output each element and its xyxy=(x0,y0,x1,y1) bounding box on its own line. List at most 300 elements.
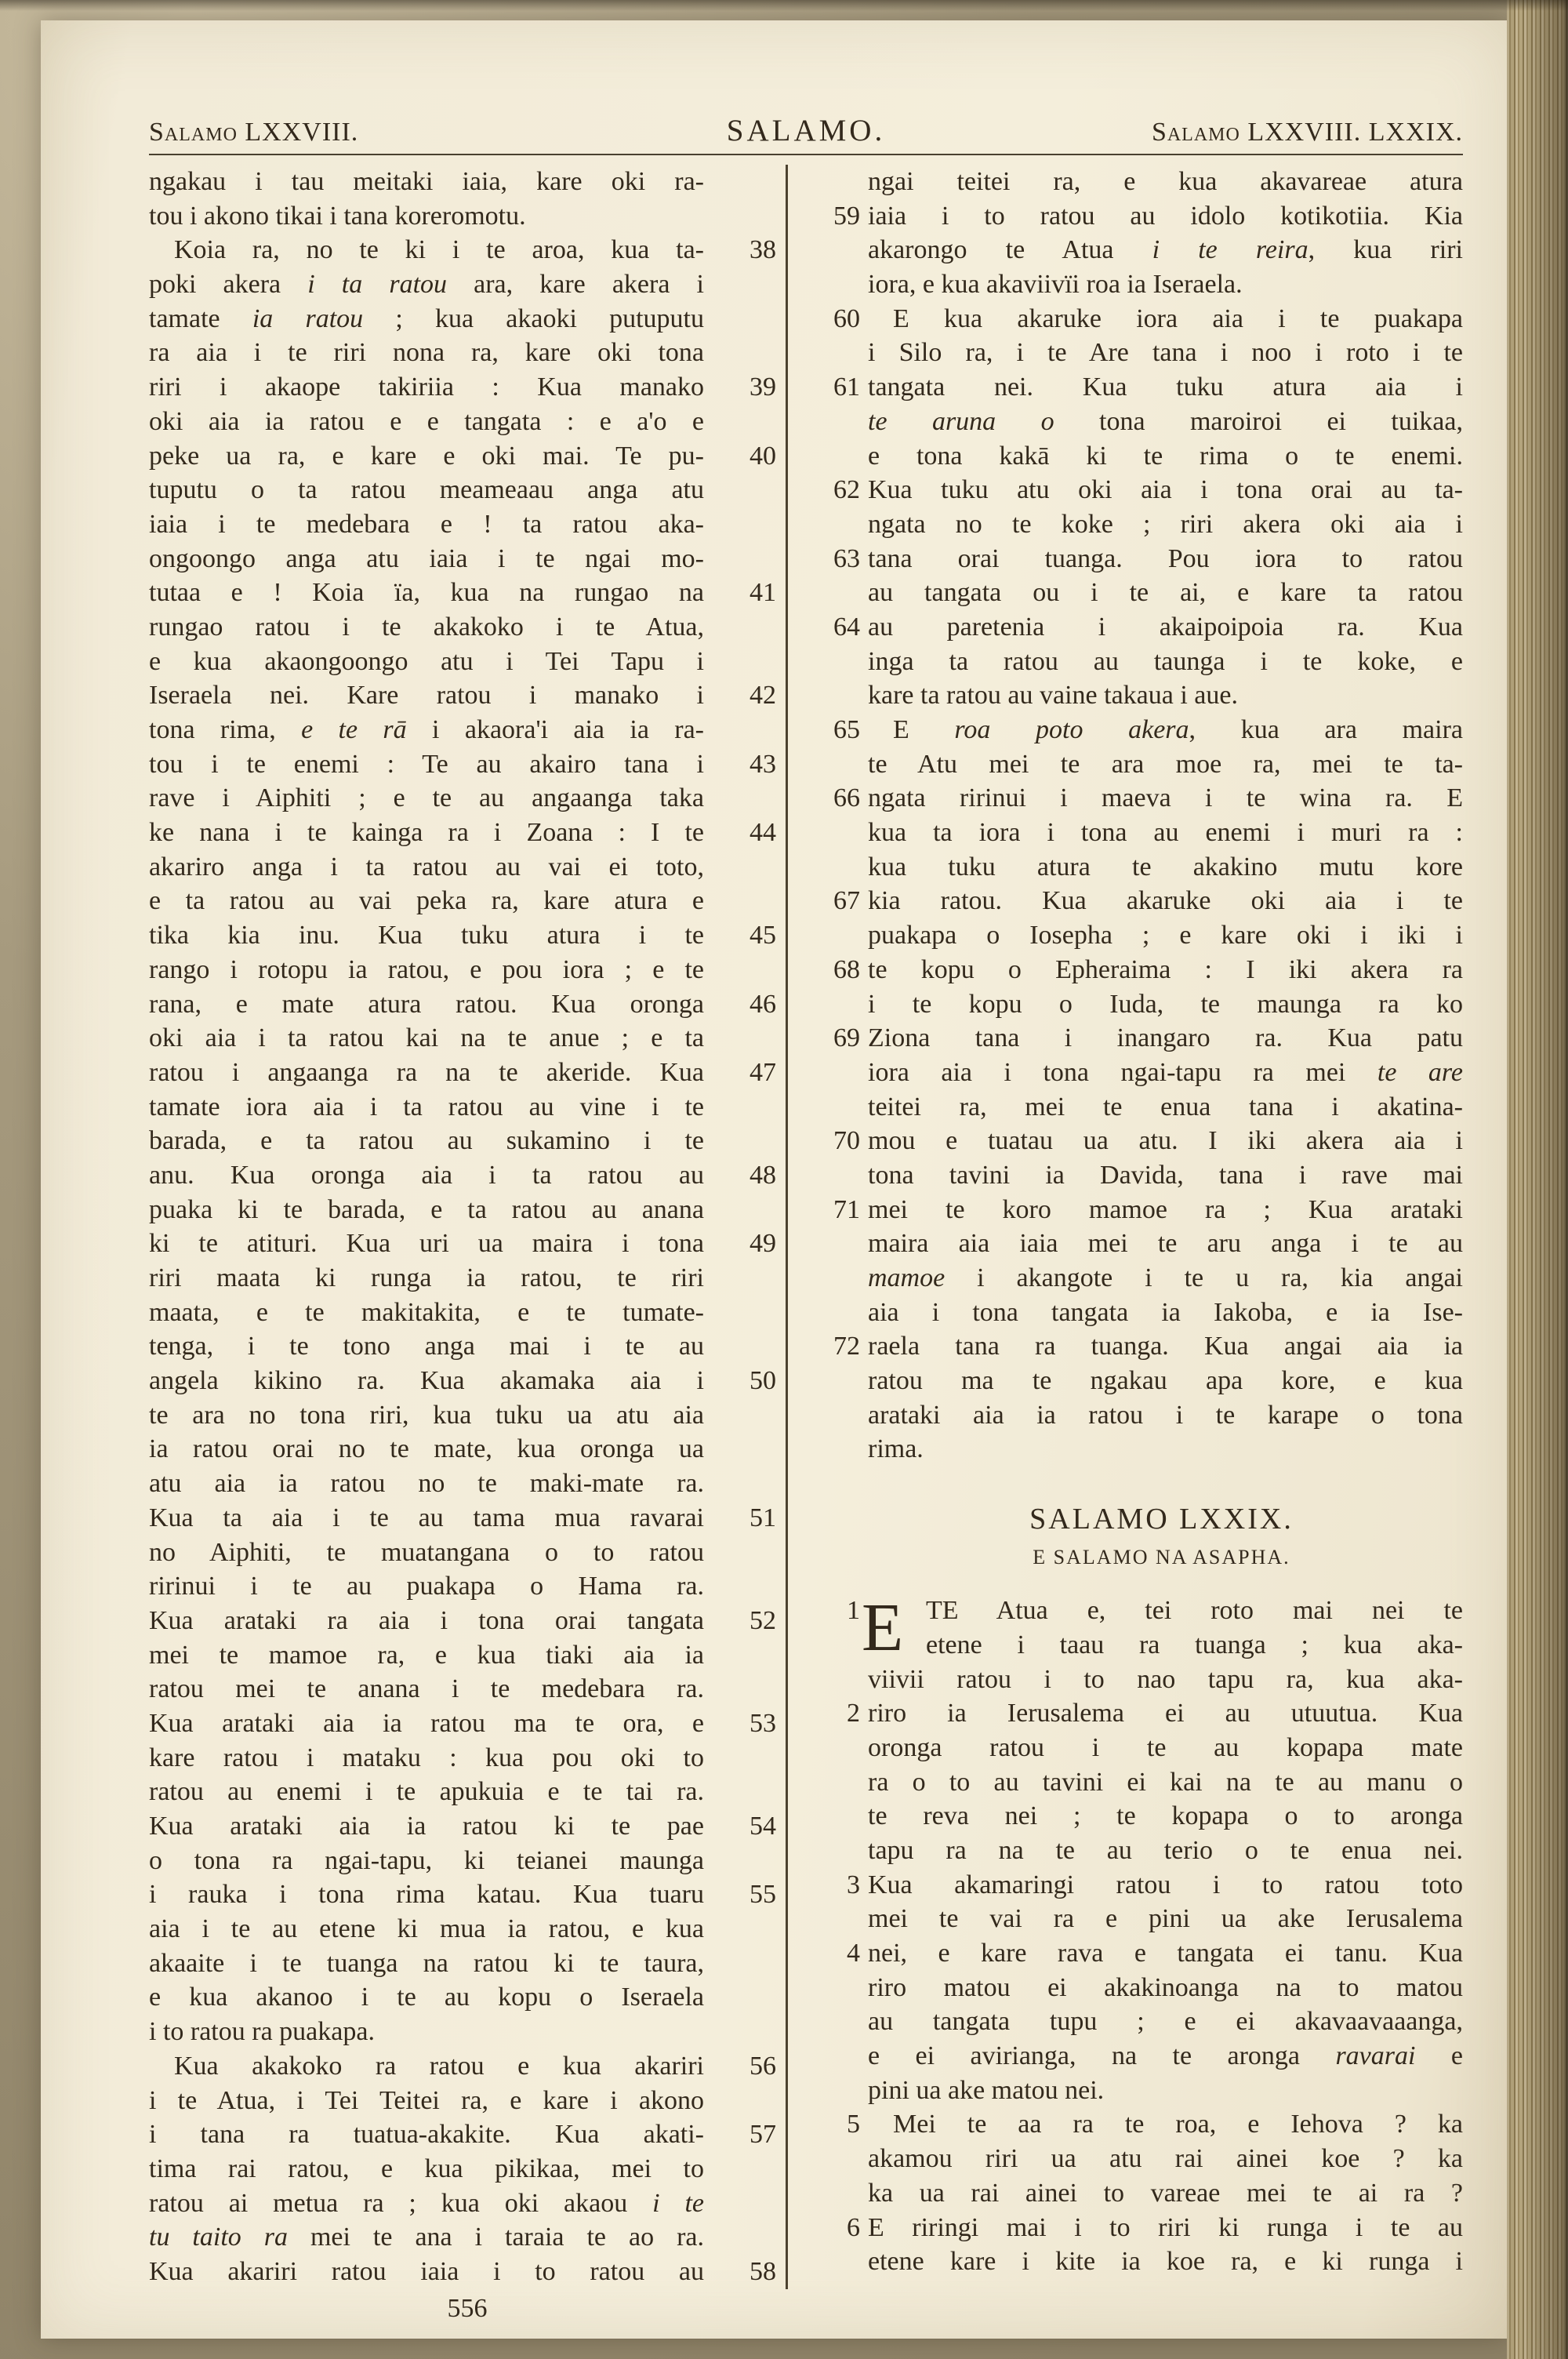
verse-number xyxy=(788,1227,868,1261)
text-line xyxy=(788,1021,1463,1056)
verse-text: Kua tuku atu oki aia i tona orai au ta- xyxy=(868,475,1463,505)
verse-text: puaka ki te barada, e ta ratou au anana xyxy=(149,1194,704,1224)
verse-text: i to ratou ra puakapa. xyxy=(149,2017,375,2047)
verse-text: ka ua rai ainei to vareae mei te ai ra ? xyxy=(868,2178,1463,2208)
text-line xyxy=(149,405,786,439)
text-line xyxy=(788,1296,1463,1330)
verse-text: tona tavini ia Davida, tana i rave mai xyxy=(868,1160,1463,1190)
verse-text: te reva nei ; te kopapa o to aronga xyxy=(868,1801,1463,1831)
text-line xyxy=(149,1193,786,1227)
text-line xyxy=(149,2186,786,2221)
text-line xyxy=(149,918,786,953)
verse-number xyxy=(788,678,868,713)
text-line xyxy=(149,1398,786,1433)
verse-number xyxy=(788,165,868,199)
verse-text: Kua ta aia i te au tama mua ravarai xyxy=(149,1503,704,1532)
verse-number xyxy=(788,987,868,1022)
text-line xyxy=(149,2049,786,2084)
text-line xyxy=(149,610,786,645)
verse-number: 2 xyxy=(847,1699,860,1728)
verse-number: 5 xyxy=(847,2110,860,2139)
verse-text: i te kopu o Iuda, te maunga ra ko xyxy=(868,989,1463,1019)
verse-number xyxy=(788,336,868,370)
verse-number xyxy=(704,1021,786,1056)
verse-text: teitei ra, mei te enua tana i akatina- xyxy=(868,1092,1463,1121)
book-fore-edge xyxy=(1507,0,1568,2359)
text-line xyxy=(788,1056,1463,1090)
verse-text: ngakau i tau meitaki iaia, kare oki ra- xyxy=(149,167,704,196)
text-line xyxy=(149,1638,786,1673)
verse-number: 61 xyxy=(833,373,860,402)
verse-number xyxy=(704,1980,786,2015)
verse-number xyxy=(788,918,868,953)
verse-text: inga ta ratou au taunga i te koke, e xyxy=(868,646,1463,676)
verse-text: ia ratou orai no te mate, kua oronga ua xyxy=(149,1434,704,1464)
verse-number xyxy=(788,1158,868,1193)
verse-number xyxy=(704,781,786,816)
verse-number xyxy=(704,405,786,439)
text-line xyxy=(149,1021,786,1056)
verse-text: barada, e ta ratou au sukamino i te xyxy=(149,1126,704,1156)
verse-number: 54 xyxy=(750,1812,776,1841)
text-line xyxy=(788,507,1463,542)
text-line xyxy=(788,233,1463,267)
verse-number xyxy=(788,576,868,610)
verse-number xyxy=(788,2142,868,2176)
verse-text: ngata ririnui i maeva i te wina ra. E xyxy=(868,783,1463,813)
text-line xyxy=(149,747,786,782)
verse-number xyxy=(704,1946,786,1981)
verse-number: 60 xyxy=(833,304,860,333)
running-head-left: Salamo LXXVIII. xyxy=(149,118,359,147)
text-line xyxy=(788,1432,1463,1467)
text-line xyxy=(788,850,1463,885)
text-line xyxy=(149,1227,786,1261)
italic-text: i ta ratou xyxy=(307,270,448,300)
text-line xyxy=(149,370,786,405)
text-line xyxy=(149,576,786,610)
verse-number: 59 xyxy=(833,201,860,231)
verse-number xyxy=(788,816,868,850)
verse-number xyxy=(788,1056,868,1090)
verse-number xyxy=(788,439,868,474)
verse-text: Kua akakoko ra ratou e kua akariri xyxy=(174,2051,704,2081)
verse-number xyxy=(704,1467,786,1501)
verse-number xyxy=(704,199,786,234)
verse-number xyxy=(704,336,786,370)
text-line xyxy=(788,405,1463,439)
verse-text: mou e tuatau ua atu. I iki akera aia i xyxy=(868,1126,1463,1156)
verse-number xyxy=(704,610,786,645)
psalm-heading: SALAMO LXXIX. xyxy=(1029,1503,1294,1536)
text-line xyxy=(788,336,1463,370)
verse-text: i Silo ra, i te Are tana i noo i roto i te xyxy=(868,338,1463,368)
verse-number: 57 xyxy=(750,2120,776,2150)
text-line xyxy=(149,439,786,474)
verse-number xyxy=(788,2074,868,2108)
verse-number: 63 xyxy=(833,543,860,573)
verse-text: pini ua ake matou nei. xyxy=(868,2075,1105,2105)
text-line xyxy=(149,816,786,850)
verse-text: no Aiphiti, te muatangana o to ratou xyxy=(149,1537,704,1567)
verse-number: 72 xyxy=(833,1332,860,1361)
left-column xyxy=(149,165,786,2289)
text-line xyxy=(788,1124,1463,1158)
verse-number xyxy=(704,507,786,542)
text-line xyxy=(149,1296,786,1330)
text-line xyxy=(149,1329,786,1364)
verse-text: riri i akaope takiriia : Kua manako xyxy=(149,373,704,402)
verse-number: 44 xyxy=(750,818,776,848)
verse-number: 49 xyxy=(750,1229,776,1259)
verse-text: tana orai tuanga. Pou iora to ratou xyxy=(868,543,1463,573)
verse-number xyxy=(704,1124,786,1158)
text-line xyxy=(788,2074,1463,2108)
text-line xyxy=(788,747,1463,782)
italic-text: i te reira xyxy=(1152,235,1308,265)
verse-text: maata, e te makitakita, e te tumate- xyxy=(149,1297,704,1327)
verse-text: te kopu o Epheraima : I iki akera ra xyxy=(868,954,1463,984)
verse-text: Kua akamaringi ratou i to ratou toto xyxy=(868,1870,1463,1899)
photo-edge-shadow xyxy=(0,0,1568,11)
verse-text: tenga, i te tono anga mai i te au xyxy=(149,1332,704,1361)
text-line xyxy=(149,1569,786,1604)
verse-number xyxy=(704,2220,786,2255)
text-line xyxy=(149,1809,786,1844)
text-line xyxy=(149,1912,786,1946)
text-line xyxy=(149,1536,786,1570)
text-line xyxy=(788,1663,1463,1697)
verse-number: 6 xyxy=(847,2212,860,2242)
verse-number: 64 xyxy=(833,612,860,642)
verse-text: te Atu mei te ara moe ra, mei te ta- xyxy=(868,749,1463,779)
verse-number xyxy=(704,2152,786,2186)
verse-text: Iseraela nei. Kare ratou i manako i xyxy=(149,681,704,711)
verse-text: viivii ratou i to nao tapu ra, kua aka- xyxy=(868,1664,1463,1694)
verse-text: etene kare i kite ia koe ra, e ki runga i xyxy=(868,2247,1463,2277)
verse-number xyxy=(788,405,868,439)
text-line xyxy=(788,1158,1463,1193)
text-line xyxy=(149,1261,786,1296)
verse-text: kua tuku atura te akakino mutu kore xyxy=(868,852,1463,881)
verse-text: atu aia ia ratou no te maki-mate ra. xyxy=(149,1469,704,1499)
verse-text: oronga ratou i te au kopapa mate xyxy=(868,1732,1463,1762)
verse-text: mei te mamoe ra, e kua tiaki aia ia xyxy=(149,1640,704,1670)
text-line xyxy=(788,1364,1463,1398)
verse-number: 53 xyxy=(750,1708,776,1738)
verse-text: au paretenia i akaipoipoia ra. Kua xyxy=(868,612,1463,642)
verse-number: 66 xyxy=(833,783,860,813)
text-line xyxy=(788,542,1463,576)
verse-text: riro ia Ierusalema ei au utuutua. Kua xyxy=(868,1699,1463,1728)
verse-number: 58 xyxy=(750,2256,776,2286)
verse-number xyxy=(788,2039,868,2074)
text-line xyxy=(788,610,1463,645)
page-number: 556 xyxy=(447,2293,488,2323)
verse-number: 47 xyxy=(750,1057,776,1087)
verse-text: Ziona tana i inangaro ra. Kua patu xyxy=(868,1023,1463,1053)
verse-text: e ta ratou au vai peka ra, kare atura e xyxy=(149,886,704,916)
text-line xyxy=(149,336,786,370)
verse-number xyxy=(704,302,786,336)
text-line xyxy=(149,2084,786,2118)
text-line xyxy=(788,2107,1463,2142)
verse-number: 1 xyxy=(847,1596,860,1626)
text-line xyxy=(788,1227,1463,1261)
verse-number: 38 xyxy=(750,235,776,265)
verse-number xyxy=(788,1731,868,1765)
text-line xyxy=(788,1398,1463,1433)
verse-text: ratou au enemi i te apukuia e te tai ra. xyxy=(149,1777,704,1807)
text-line xyxy=(149,1090,786,1125)
text-line xyxy=(788,2142,1463,2176)
verse-number xyxy=(704,1569,786,1604)
italic-text: e te rā xyxy=(301,715,407,744)
text-line xyxy=(149,1501,786,1536)
italic-text: ia ratou xyxy=(252,304,364,333)
text-line xyxy=(149,2255,786,2289)
verse-number xyxy=(704,1296,786,1330)
text-line xyxy=(149,542,786,576)
verse-number xyxy=(788,1628,868,1663)
verse-text: akarongo te Atua i te reira, kua riri xyxy=(868,235,1463,265)
text-line xyxy=(149,165,786,199)
text-line xyxy=(149,987,786,1022)
text-line xyxy=(788,1696,1463,1731)
verse-number xyxy=(788,1432,868,1467)
italic-text: i te xyxy=(652,2188,704,2218)
verse-text: ngai teitei ra, e kua akavareae atura xyxy=(868,167,1463,196)
verse-number: 55 xyxy=(750,1880,776,1910)
text-line xyxy=(149,1877,786,1912)
verse-text: kua ta iora i tona au enemi i muri ra : xyxy=(868,818,1463,848)
verse-text: etene i taau ra tuanga ; kua aka- xyxy=(926,1630,1463,1659)
verse-text: tu taito ra mei te ana i taraia te ao ra. xyxy=(149,2223,704,2252)
verse-number: 51 xyxy=(750,1503,776,1532)
running-head-center: SALAMO. xyxy=(726,114,886,147)
verse-number xyxy=(704,953,786,987)
verse-text: ngata no te koke ; riri akera oki aia i xyxy=(868,509,1463,539)
verse-text: ra o to au tavini ei kai na te au manu o xyxy=(868,1767,1463,1797)
verse-text: Kua arataki ra aia i tona orai tangata xyxy=(149,1605,704,1635)
text-line xyxy=(788,2005,1463,2039)
verse-text: angela kikino ra. Kua akamaka aia i xyxy=(149,1366,704,1396)
verse-number xyxy=(704,713,786,747)
verse-text: oki aia ia ratou e e tangata : e a'o e xyxy=(149,406,704,436)
text-line xyxy=(788,473,1463,507)
text-line xyxy=(149,645,786,679)
verse-number: 40 xyxy=(750,441,776,471)
text-line xyxy=(788,165,1463,199)
verse-text: tika kia inu. Kua tuku atura i te xyxy=(149,921,704,951)
text-line xyxy=(149,1946,786,1981)
verse-number: 3 xyxy=(847,1870,860,1899)
verse-text: Mei te aa ra te roa, e Iehova ? ka xyxy=(893,2110,1463,2139)
verse-number: 45 xyxy=(750,921,776,951)
verse-number: 69 xyxy=(833,1023,860,1053)
verse-number: 62 xyxy=(833,475,860,505)
verse-number: 68 xyxy=(833,954,860,984)
verse-text: raela tana ra tuanga. Kua angai aia ia xyxy=(868,1332,1463,1361)
verse-text: Kua arataki aia ia ratou ki te pae xyxy=(149,1812,704,1841)
verse-number xyxy=(704,1329,786,1364)
verse-text: akariro anga i ta ratou au vai ei toto, xyxy=(149,852,704,881)
text-line xyxy=(788,1936,1463,1971)
text-line xyxy=(788,370,1463,405)
verse-text: e ei avirianga, na te aronga ravarai e xyxy=(868,2041,1463,2071)
text-line xyxy=(149,1467,786,1501)
text-line xyxy=(149,953,786,987)
verse-number xyxy=(704,1398,786,1433)
text-line xyxy=(788,1868,1463,1903)
verse-number xyxy=(704,1193,786,1227)
verse-text: i rauka i tona rima katau. Kua tuaru xyxy=(149,1880,704,1910)
verse-text: ke nana i te kainga ra i Zoana : I te xyxy=(149,818,704,848)
verse-number xyxy=(788,1090,868,1125)
verse-number: 52 xyxy=(750,1605,776,1635)
text-line xyxy=(149,1364,786,1398)
text-line xyxy=(788,781,1463,816)
verse-text: mei te koro mamoe ra ; Kua arataki xyxy=(868,1194,1463,1224)
verse-text: tamate iora aia i ta ratou au vine i te xyxy=(149,1092,704,1121)
text-line xyxy=(788,918,1463,953)
text-line xyxy=(788,576,1463,610)
text-line xyxy=(788,439,1463,474)
verse-number xyxy=(704,2186,786,2221)
verse-number xyxy=(704,2015,786,2049)
text-line xyxy=(788,2039,1463,2074)
text-line xyxy=(788,1628,1463,1663)
text-line xyxy=(788,987,1463,1022)
text-line xyxy=(788,1090,1463,1125)
verse-text: anu. Kua oronga aia i ta ratou au xyxy=(149,1160,704,1190)
verse-number xyxy=(788,507,868,542)
verse-text: Kua akariri ratou iaia i to ratou au xyxy=(149,2256,704,2286)
verse-text: tangata nei. Kua tuku atura aia i xyxy=(868,373,1463,402)
text-line xyxy=(788,953,1463,987)
verse-number: 42 xyxy=(750,681,776,711)
text-line xyxy=(788,1329,1463,1364)
verse-number xyxy=(788,1834,868,1868)
text-line xyxy=(149,1604,786,1638)
verse-number xyxy=(704,1536,786,1570)
verse-number: 39 xyxy=(750,373,776,402)
verse-text: ratou i angaanga ra na te akeride. Kua xyxy=(149,1057,704,1087)
verse-number xyxy=(788,1971,868,2005)
verse-number xyxy=(788,2245,868,2279)
verse-number xyxy=(704,267,786,302)
verse-text: ratou ai metua ra ; kua oki akaou i te xyxy=(149,2188,704,2218)
verse-text: nei, e kare rava e tangata ei tanu. Kua xyxy=(868,1939,1463,1968)
italic-text: tu taito ra xyxy=(149,2223,288,2252)
verse-number xyxy=(788,2176,868,2211)
running-head-right: Salamo LXXVIII. LXXIX. xyxy=(1151,118,1463,147)
italic-text: mamoe xyxy=(868,1263,946,1292)
text-line xyxy=(149,507,786,542)
text-line xyxy=(788,1731,1463,1765)
text-line xyxy=(149,781,786,816)
verse-text: te ara no tona riri, kua tuku ua atu aia xyxy=(149,1400,704,1430)
verse-text: te aruna o tona maroiroi ei tuikaa, xyxy=(868,406,1463,436)
verse-text: E riringi mai i to riri ki runga i te au xyxy=(868,2212,1463,2242)
verse-text: iora, e kua akaviivïi roa ia Iseraela. xyxy=(868,270,1243,300)
verse-number xyxy=(704,1912,786,1946)
text-line xyxy=(788,302,1463,336)
verse-text: tutaa e ! Koia ïa, kua na rungao na xyxy=(149,578,704,608)
text-line xyxy=(149,1980,786,2015)
verse-number xyxy=(704,542,786,576)
text-line xyxy=(149,267,786,302)
verse-text: Koia ra, no te ki i te aroa, kua ta- xyxy=(174,235,704,265)
running-head xyxy=(149,113,1463,152)
verse-number: 70 xyxy=(833,1126,860,1156)
text-block xyxy=(149,113,1463,2324)
verse-text: akaaite i te tuanga na ratou ki te taura, xyxy=(149,1948,704,1978)
verse-text: tona rima, e te rā i akaora'i aia ia ra- xyxy=(149,715,705,744)
verse-text: e kua akaongoongo atu i Tei Tapu i xyxy=(149,646,704,676)
verse-text: tamate ia ratou ; kua akaoki putuputu xyxy=(149,304,704,333)
verse-text: rave i Aiphiti ; e te au angaanga taka xyxy=(149,783,704,813)
verse-number xyxy=(788,850,868,885)
verse-number xyxy=(788,1902,868,1936)
text-line xyxy=(788,199,1463,234)
verse-text: ririnui i te au puakapa o Hama ra. xyxy=(149,1572,704,1601)
verse-text: oki aia i ta ratou kai na te anue ; e ta xyxy=(149,1023,704,1053)
verse-number xyxy=(704,1672,786,1707)
text-line xyxy=(149,2152,786,2186)
text-line xyxy=(149,302,786,336)
verse-text: TE Atua e, tei roto mai nei te xyxy=(926,1596,1463,1626)
text-line xyxy=(149,1707,786,1741)
text-line xyxy=(149,1741,786,1776)
text-line xyxy=(788,645,1463,679)
verse-number: 41 xyxy=(750,578,776,608)
text-line xyxy=(149,2220,786,2255)
header-rule xyxy=(149,154,1463,155)
drop-cap: E xyxy=(862,1589,904,1666)
verse-text: tou i te enemi : Te au akairo tana i xyxy=(149,749,704,779)
text-line xyxy=(788,2211,1463,2245)
verse-text: rana, e mate atura ratou. Kua oronga xyxy=(149,989,704,1019)
verse-text: kia ratou. Kua akaruke oki aia i te xyxy=(868,886,1463,916)
text-line xyxy=(149,884,786,918)
verse-number xyxy=(704,1432,786,1467)
text-line xyxy=(149,2015,786,2049)
verse-number xyxy=(788,233,868,267)
italic-text: te are xyxy=(1377,1057,1463,1087)
verse-text: akamou riri ua atu rai ainei koe ? ka xyxy=(868,2144,1463,2174)
verse-number: 71 xyxy=(833,1194,860,1224)
verse-number xyxy=(704,1261,786,1296)
verse-text: mei te vai ra e pini ua ake Ierusalema xyxy=(868,1904,1463,1934)
text-line xyxy=(149,233,786,267)
text-line xyxy=(149,1672,786,1707)
verse-text: riro matou ei akakinoanga na to matou xyxy=(868,1972,1463,2002)
columns xyxy=(149,165,1463,2289)
verse-text: maira aia iaia mei te aru anga i te au xyxy=(868,1229,1463,1259)
psalm-subheading: E SALAMO NA ASAPHA. xyxy=(1033,1546,1290,1569)
verse-text: tuputu o ta ratou meameaau anga atu xyxy=(149,475,704,505)
verse-text: aia i te au etene ki mua ia ratou, e kua xyxy=(149,1914,704,1944)
book-page xyxy=(41,20,1508,2339)
text-line xyxy=(149,713,786,747)
verse-number xyxy=(704,884,786,918)
text-line xyxy=(788,1902,1463,1936)
verse-number xyxy=(788,267,868,302)
text-line xyxy=(788,1765,1463,1800)
verse-number xyxy=(788,1765,868,1800)
verse-number xyxy=(788,1261,868,1296)
